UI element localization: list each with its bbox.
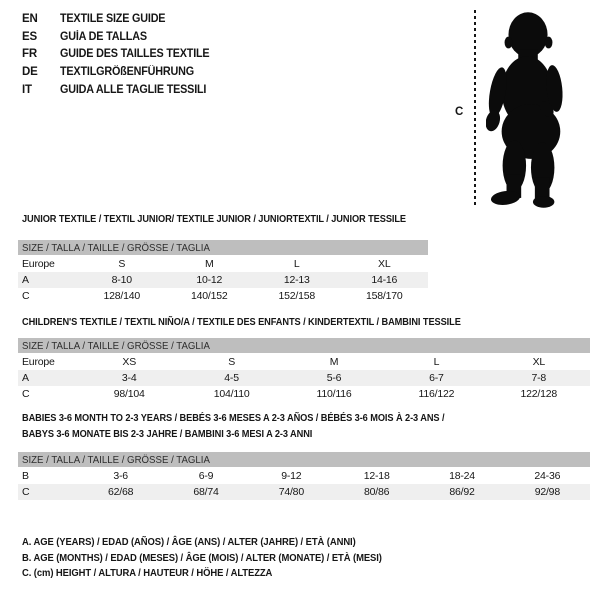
size-header-label: SIZE / TALLA / TAILLE / GRÖSSE / TAGLIA [22,241,210,254]
lang-code: EN [22,12,38,25]
row-label: C [22,388,30,400]
children-size-table [18,338,590,402]
size-cell: 9-12 [281,470,302,482]
size-cell: 140/152 [190,290,228,302]
size-cell: XL [378,258,391,270]
size-cell: 8-10 [111,274,132,286]
size-cell: 6-9 [198,470,214,482]
row-label: Europe [22,356,55,368]
size-cell: 62/68 [108,486,134,498]
babies-table-title [22,410,444,442]
table-row [18,386,590,402]
row-label: C [22,290,30,302]
table-row [18,468,590,484]
children-table-title: CHILDREN'S TEXTILE / TEXTIL NIÑO/A / TEXTILE DES ENFANTS / KINDERTEXTIL / BAMBINI TESSILE [22,316,461,328]
lang-row-de [22,63,219,81]
language-title-block [22,10,219,98]
toddler-silhouette-image [486,8,572,210]
row-label: Europe [22,258,55,270]
footnote-a: A. AGE (YEARS) / EDAD (AÑOS) / ÂGE (ANS) / ALTER (JAHRE) / ETÀ (ANNI) [22,536,356,548]
size-cell: 12-13 [283,274,310,286]
lang-title: GUIDE DES TAILLES TEXTILE [60,48,210,61]
size-cell: 68/74 [193,486,219,498]
height-measure-label: C [455,106,464,118]
lang-code: ES [22,30,37,43]
size-cell: 116/122 [418,388,455,400]
size-cell: 104/110 [213,388,250,400]
size-cell: 122/128 [520,388,558,400]
row-label: A [22,372,29,384]
table-row [18,370,590,386]
table-row [18,484,590,500]
size-header-label: SIZE / TALLA / TAILLE / GRÖSSE / TAGLIA [22,339,210,352]
row-label: C [22,486,30,498]
row-label: A [22,274,29,286]
babies-title-line-2: BABYS 3-6 MONATE BIS 2-3 JAHRE / BAMBINI 3-6 MESI A 2-3 ANNI [22,428,313,440]
size-header-band [18,338,590,353]
size-cell: M [204,258,214,270]
size-header-band [18,452,590,467]
size-cell: 92/98 [534,486,560,498]
size-cell: 128/140 [103,290,141,302]
lang-code: FR [22,48,37,61]
size-cell: XL [532,356,546,368]
lang-row-it [22,81,219,99]
lang-code: IT [22,83,32,96]
junior-size-table [18,240,428,304]
table-row [18,288,428,304]
size-cell: 98/104 [113,388,145,400]
lang-title: TEXTILE SIZE GUIDE [60,12,166,25]
lang-title: GUÍA DE TALLAS [60,30,147,43]
size-header-band [18,240,428,255]
size-cell: S [228,356,235,368]
babies-size-table [18,452,590,500]
lang-title: TEXTILGRÖßENFÜHRUNG [60,65,194,78]
lang-title: GUIDA ALLE TAGLIE TESSILI [60,83,207,96]
size-cell: M [329,356,339,368]
footnote-legend [22,536,422,583]
size-cell: 10-12 [196,274,223,286]
size-cell: 3-4 [121,372,137,384]
size-cell: L [433,356,440,368]
size-cell: 4-5 [224,372,239,384]
size-cell: 7-8 [531,372,547,384]
size-cell: 6-7 [429,372,444,384]
size-cell: 24-36 [534,470,561,482]
footnote-b: B. AGE (MONTHS) / EDAD (MESES) / ÂGE (MOIS) / ALTER (MONATE) / ETÀ (MESI) [22,551,382,564]
table-row [18,272,428,288]
size-cell: 86/92 [449,486,475,498]
size-cell: 5-6 [326,372,342,384]
lang-row-en [22,10,219,28]
size-cell: L [293,258,300,270]
table-row [18,354,590,370]
size-cell: 74/80 [278,486,304,498]
footnote-c: C. (cm) HEIGHT / ALTURA / HAUTEUR / HÖHE / ALTEZZA [22,567,273,579]
size-cell: 110/116 [316,388,352,400]
lang-row-es [22,28,219,46]
table-row [18,256,428,272]
lang-row-fr [22,45,219,63]
junior-table-title: JUNIOR TEXTILE / TEXTIL JUNIOR/ TEXTILE JUNIOR / JUNIORTEXTIL / JUNIOR TESSILE [22,213,407,225]
size-cell: S [118,258,126,270]
size-cell: 80/86 [364,486,390,498]
size-cell: XS [122,356,136,368]
size-cell: 152/158 [278,290,316,302]
height-measure-dashed-line [474,10,476,205]
babies-title-line-1: BABIES 3-6 MONTH TO 2-3 YEARS / BEBÉS 3-6 MESES A 2-3 AÑOS / BÉBÉS 3-6 MOIS À 2-3 ANS / [22,412,445,424]
lang-code: DE [22,65,38,78]
size-cell: 158/170 [365,290,403,302]
size-cell: 3-6 [113,470,128,482]
size-header-label: SIZE / TALLA / TAILLE / GRÖSSE / TAGLIA [22,453,210,466]
size-cell: 18-24 [449,470,475,482]
size-cell: 12-18 [363,470,390,482]
row-label: B [22,470,29,482]
size-cell: 14-16 [371,274,398,286]
